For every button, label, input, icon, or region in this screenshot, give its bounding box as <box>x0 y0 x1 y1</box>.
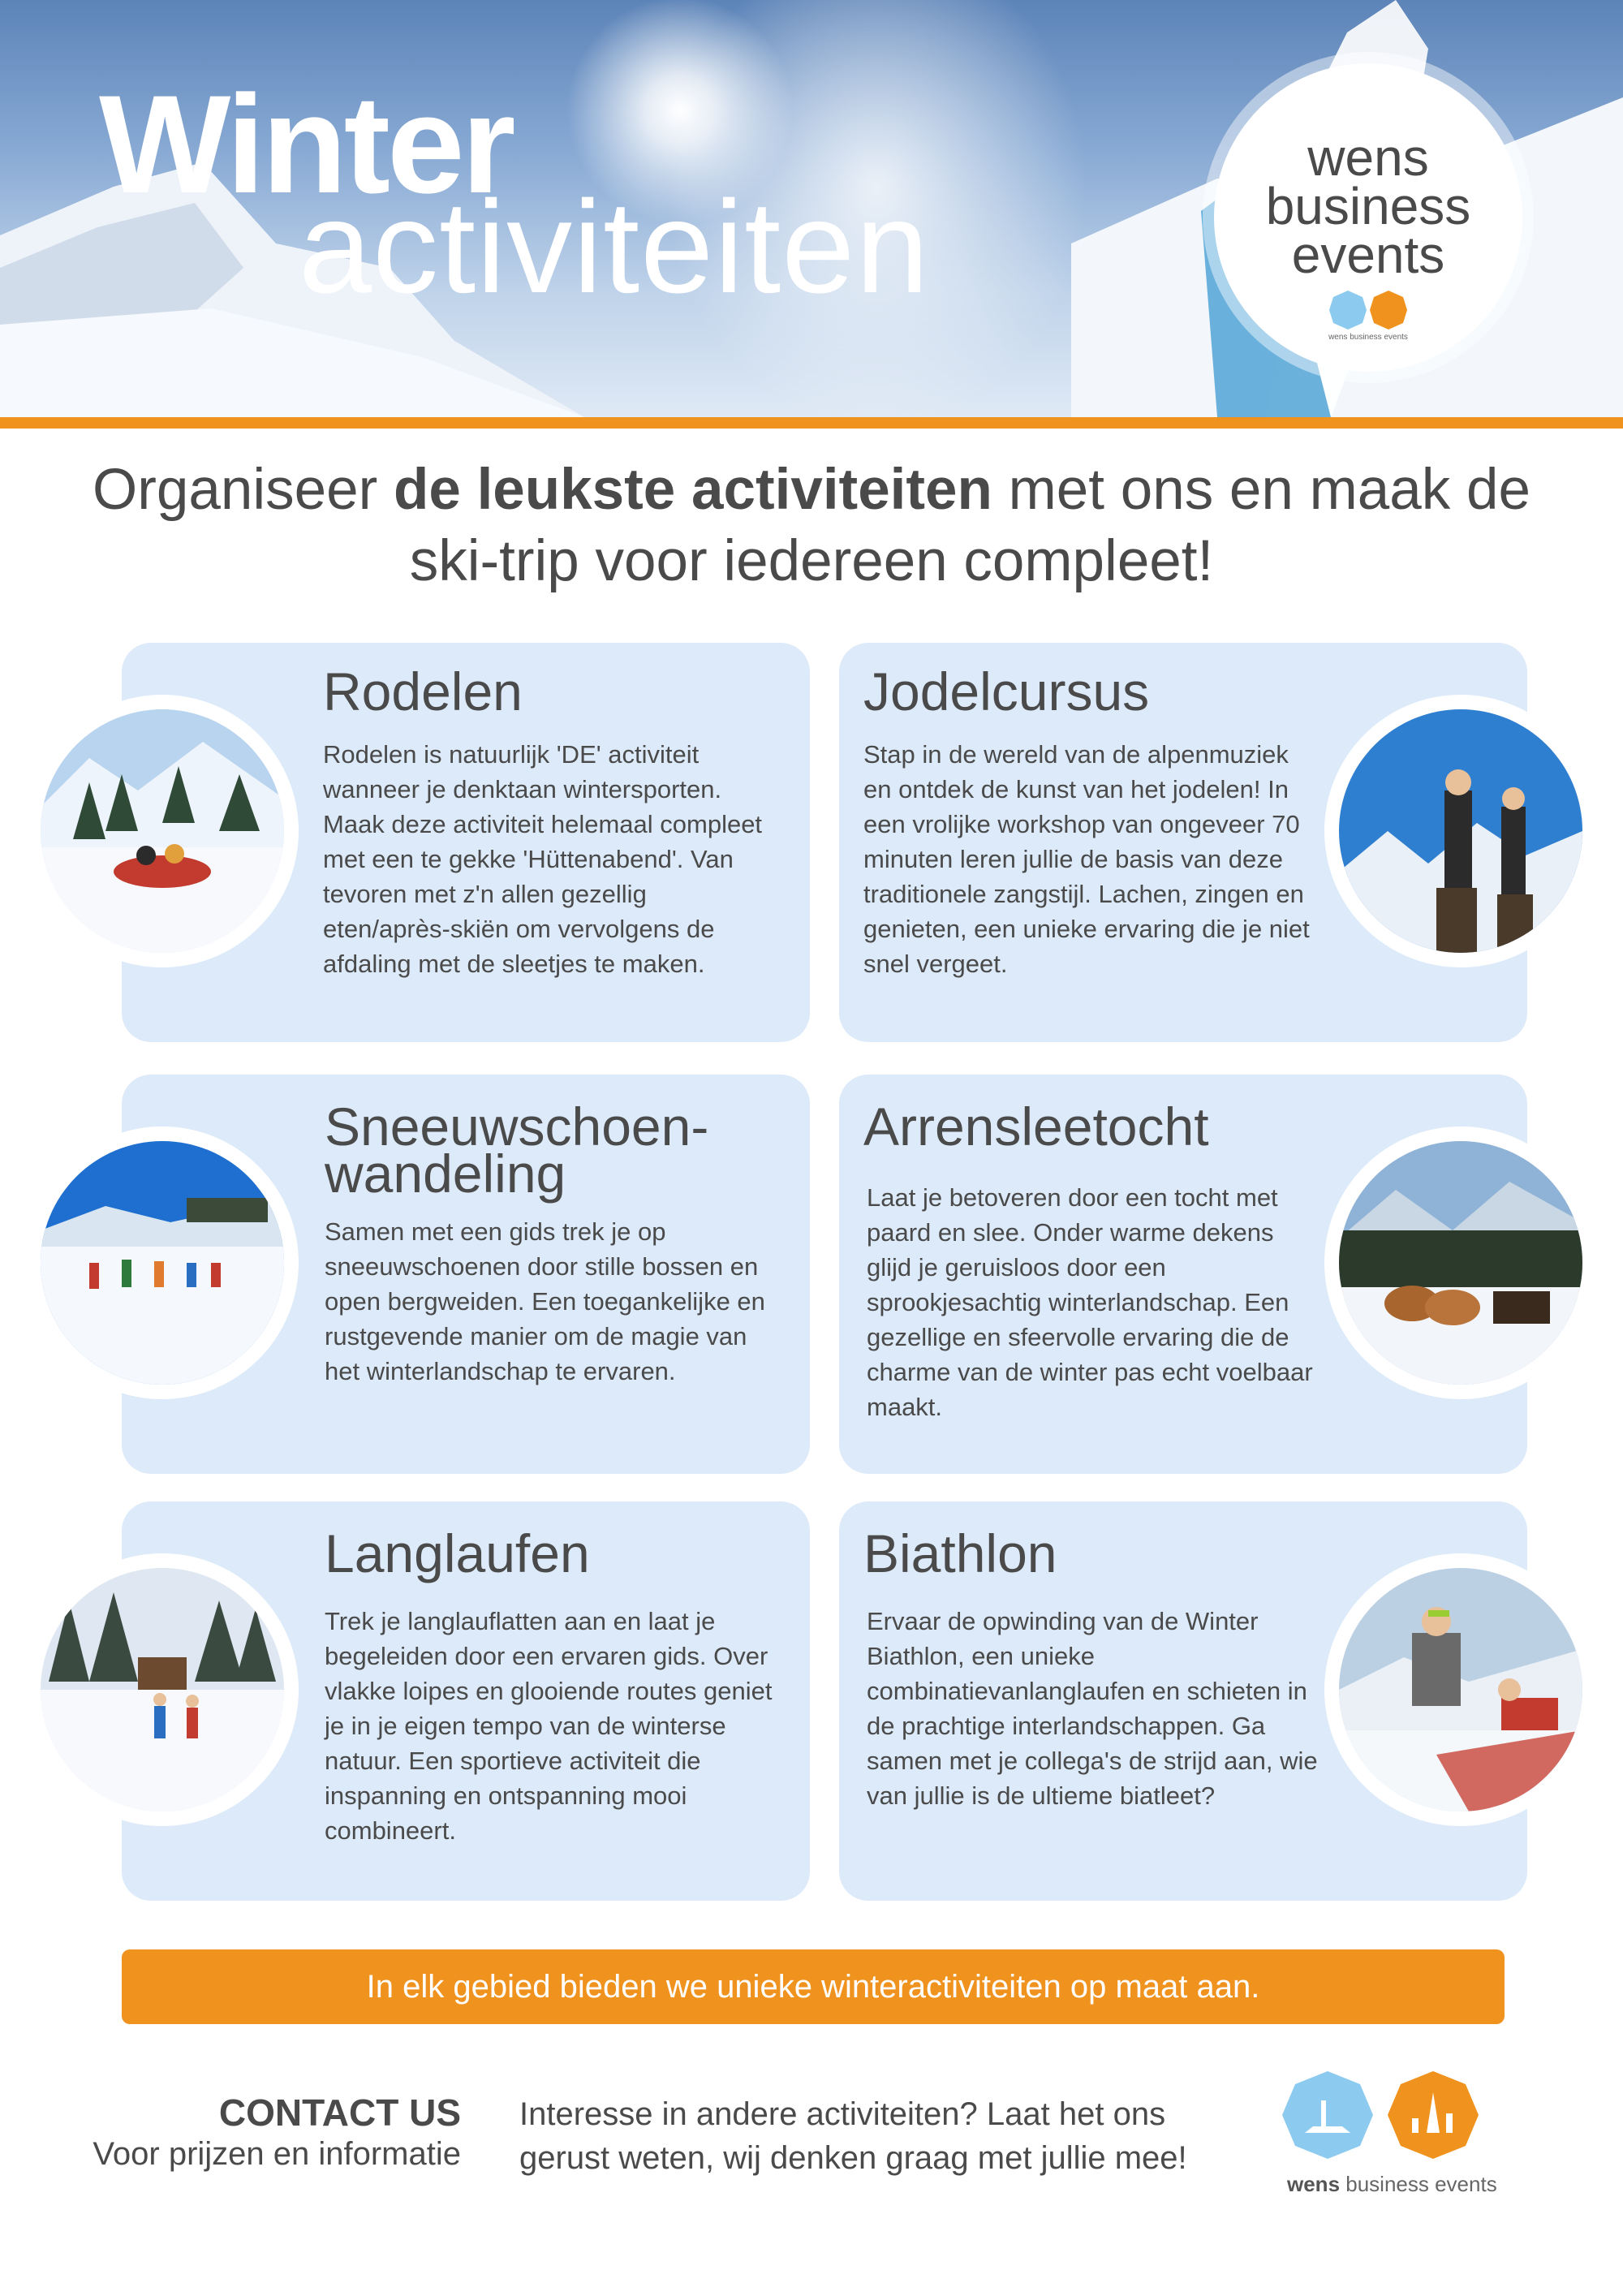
activity-description: Trek je langlauflatten aan en laat je begeleiden door een ervaren gids. Over vlakke loipes en glooiende routes geniet je in je eigen tempo van de winterse natuur. Een sportieve activiteit die inspanning en ontspanning mooi combineert. <box>325 1607 773 1845</box>
logo-text-business: business <box>1265 177 1471 235</box>
photo-langlaufen <box>26 1553 299 1826</box>
brand-logo <box>1214 63 1522 372</box>
intro-text-start: Organiseer <box>93 458 394 522</box>
intro-text-end: met ons en maak de ski-trip voor iedereen compleet! <box>409 458 1530 593</box>
offer-banner: In elk gebied bieden we unieke winteractiviteiten op maat aan. <box>122 1949 1505 2024</box>
logo-emblem-icon <box>1328 289 1409 331</box>
activity-title: Rodelen <box>323 661 523 722</box>
footer-logo-text-bold: wens <box>1287 2172 1341 2196</box>
activity-title-line1: Sneeuwschoen- <box>325 1096 709 1157</box>
contact-title: CONTACT US <box>218 2091 461 2134</box>
activity-title-line2: wandeling <box>325 1144 566 1204</box>
logo-text-wens: wens <box>1307 128 1429 187</box>
hero-title-winter: Winter <box>99 67 513 222</box>
photo-biathlon <box>1324 1553 1597 1826</box>
photo-arrensleetocht <box>1324 1126 1597 1399</box>
activity-description: Stap in de wereld van de alpenmuziek en ontdek de kunst van het jodelen! In een vrolijke workshop van ongeveer 70 minuten leren jullie de basis van deze traditionele zangstijl. Lachen, zingen en genieten, een unieke ervaring die je niet snel vergeet. <box>863 740 1310 978</box>
intro-heading <box>89 454 1534 597</box>
activity-title: Langlaufen <box>325 1523 590 1583</box>
footer-logo-text <box>1287 2172 1497 2197</box>
contact-subtitle: Voor prijzen en informatie <box>93 2136 461 2172</box>
hero-divider <box>0 417 1623 429</box>
activity-description: Ervaar de opwinding van de Winter Biathlon, een unieke combinatievanlanglaufen en schieten in de prachtige interlandschappen. Ga samen met je collega's de strijd aan, wie van jullie is de ultieme biatleet? <box>867 1607 1318 1810</box>
photo-sneeuwschoenwandeling <box>26 1126 299 1399</box>
footer-logo-text-rest: business events <box>1340 2172 1497 2196</box>
footer-logo-icon <box>1272 2068 1503 2165</box>
intro-text-bold: de leukste activiteiten <box>394 458 992 522</box>
logo-small-caption: wens business events <box>1328 333 1408 342</box>
photo-rodelen <box>26 695 299 967</box>
activity-title: Biathlon <box>863 1523 1057 1583</box>
hero-title-activiteiten: activiteiten <box>299 174 930 321</box>
activity-description: Laat je betoveren door een tocht met paard en slee. Onder warme dekens glijd je geruisloos door een sprookjesachtig winterlandschap. Een gezellige en sfeervolle ervaring die de charme van de winter pas echt voelbaar maakt. <box>867 1183 1313 1421</box>
activity-description: Rodelen is natuurlijk 'DE' activiteit wanneer je denktaan wintersporten. Maak deze activiteit helemaal compleet met een te gekke 'Hüttenabend'. Van tevoren met z'n allen gezellig eten/après-skiën om vervolgens de afdaling met de sleetjes te maken. <box>323 740 763 978</box>
activity-description: Samen met een gids trek je op sneeuwschoenen door stille bossen en open bergweiden. Een toegankelijke en rustgevende manier om de magie van het winterlandschap te ervaren. <box>325 1217 765 1385</box>
hero-banner <box>0 0 1623 417</box>
photo-jodelcursus <box>1324 695 1597 967</box>
contact-text: Interesse in andere activiteiten? Laat het ons gerust weten, wij denken graag met jullie mee! <box>519 2096 1187 2176</box>
logo-text-events: events <box>1291 226 1445 284</box>
activity-title: Jodelcursus <box>863 661 1150 722</box>
activity-title: Arrensleetocht <box>863 1096 1209 1157</box>
